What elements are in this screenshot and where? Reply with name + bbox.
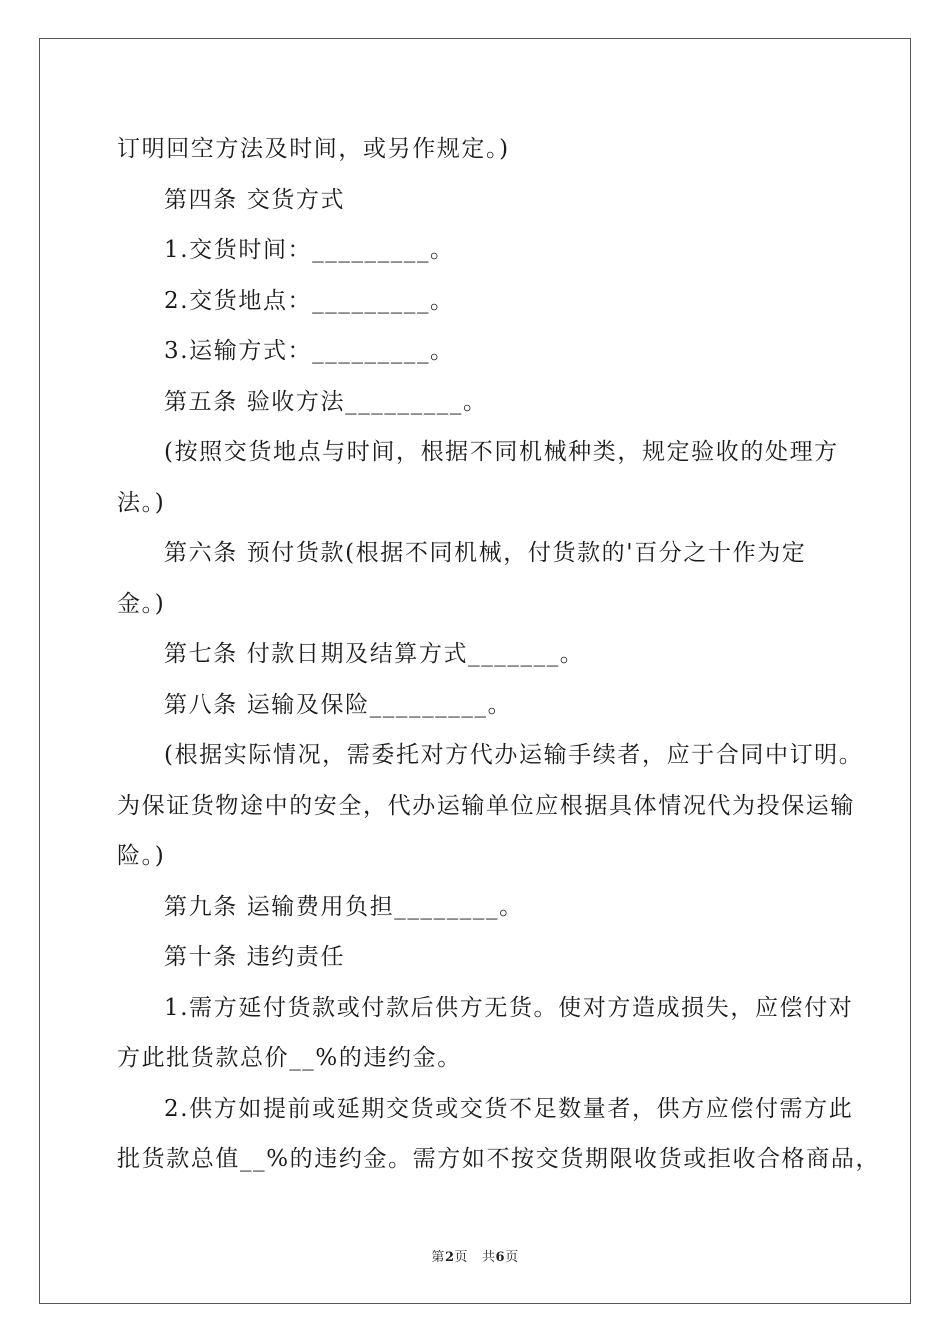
total-pages: 6	[495, 1250, 506, 1265]
article-heading: 第七条 付款日期及结算方式_______。	[164, 641, 585, 667]
page-number: 2	[444, 1250, 455, 1265]
article-heading: 第九条 运输费用负担________。	[164, 893, 524, 920]
article-heading: 第五条 验收方法_________。	[164, 388, 488, 415]
text-line: 2.交货地点：_________。	[164, 287, 455, 314]
total-prefix: 共	[482, 1250, 496, 1265]
text-line: 险。)	[117, 843, 166, 869]
page-prefix: 第	[431, 1250, 445, 1265]
text-line: 为保证货物途中的安全，代办运输单位应根据具体情况代为投保运输	[117, 792, 855, 819]
text-line: 1.交货时间：_________。	[164, 237, 455, 263]
total-suffix: 页	[505, 1250, 519, 1265]
document-body	[117, 124, 881, 1185]
article-heading: 第十条 违约责任	[164, 944, 346, 970]
text-line: 方此批货款总价__%的违约金。	[117, 1045, 462, 1071]
article-heading: 第六条 预付货款(根据不同机械，付货款的'百分之十作为定	[164, 540, 807, 566]
page-footer	[0, 1246, 950, 1265]
text-line: (按照交货地点与时间，根据不同机械种类，规定验收的处理方	[164, 439, 839, 465]
text-line: 3.运输方式：_________。	[164, 338, 455, 364]
article-heading: 第四条 交货方式	[164, 186, 346, 213]
text-line: (根据实际情况，需委托对方代办运输手续者，应于合同中订明。	[164, 742, 864, 768]
text-line: 1.需方延付货款或付款后供方无货。使对方造成损失，应偿付对	[164, 994, 854, 1021]
text-line: 订明回空方法及时间，或另作规定。)	[117, 136, 510, 162]
text-line: 2.供方如提前或延期交货或交货不足数量者，供方应偿付需方此	[164, 1095, 854, 1122]
article-heading: 第八条 运输及保险_________。	[164, 691, 513, 718]
page-suffix: 页	[454, 1250, 468, 1265]
text-line: 法。)	[117, 489, 166, 516]
text-line: 金。)	[117, 590, 166, 617]
text-line: 批货款总值__%的违约金。需方如不按交货期限收货或拒收合格商品，	[117, 1146, 881, 1172]
